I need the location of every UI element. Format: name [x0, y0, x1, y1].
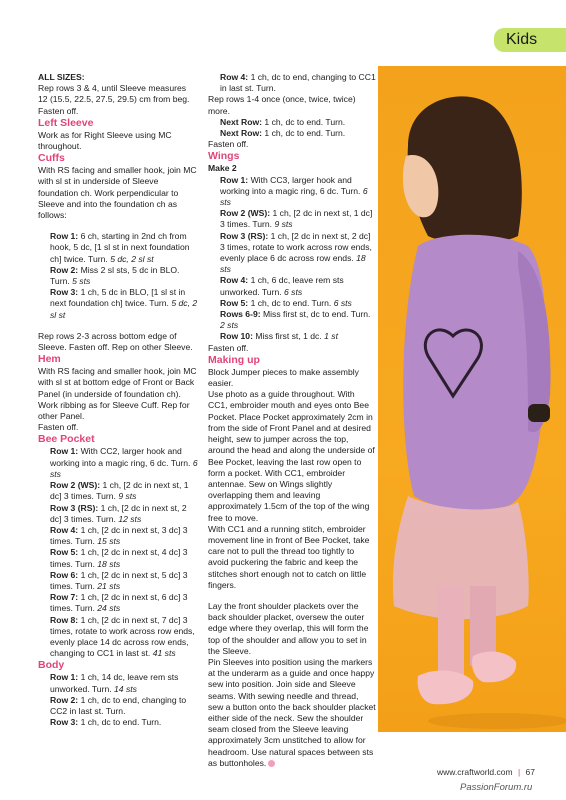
row-text: Rep rows 1-4 once (once, twice, twice) more.: [208, 94, 356, 116]
row-text: Rep rows 3 & 4, until Sleeve measures 12 (15.5, 22.5, 27.5, 29.5) cm from beg.: [38, 83, 190, 105]
end-marker-icon: [268, 760, 275, 767]
row-text: 1 ch, [2 dc in next st, 2 dc] 3 times, rotate to work across row ends, evenly place 6 dc across row ends.: [220, 230, 372, 264]
row-text: Miss first st, dc to end. Turn.: [262, 309, 371, 320]
pattern-row: [38, 717, 198, 728]
row-text: 1 ch, dc to end. Turn.: [264, 116, 346, 127]
row-label: Row 3:: [50, 287, 79, 298]
row-label: Row 1:: [50, 672, 79, 683]
row-label: Row 2 (WS):: [50, 480, 101, 491]
row-label: Row 5:: [50, 547, 79, 558]
row-text: Work as for Right Sleeve using MC throughout.: [38, 129, 172, 152]
pattern-row: [208, 128, 376, 139]
stitch-count: 6 sts: [333, 297, 352, 308]
row-label: Row 5:: [220, 297, 249, 308]
row-text: 1 ch, dc to end. Turn.: [80, 717, 162, 728]
paragraph: [38, 130, 198, 152]
stitch-count: 6 sts: [50, 457, 198, 479]
section-heading: Hem: [38, 353, 61, 366]
section-tab: [494, 28, 566, 52]
row-text: Use photo as a guide throughout. With CC1, embroider mouth and eyes onto Bee Pocket. Place Pocket approximately 2cm in from the side of Front Panel and at desired height, sew to jumper across the top, around the head and along the underside of Bee Pocket, leaving the last row open to form a pocket. With CC1, embroider antennae. Sew on Wings slightly overlapping them and leaving approximately 1.5cm of the top of the wing free to move.: [208, 389, 375, 523]
stitch-count: 2 sts: [220, 320, 239, 331]
stitch-count: 18 sts: [97, 558, 121, 569]
paragraph: [208, 343, 376, 354]
paragraph: [38, 366, 198, 422]
paragraph: [38, 422, 198, 433]
row-text: 6 ch, starting in 2nd ch from hook, 5 dc, [1 sl st in next foundation ch] twice. Turn.: [50, 231, 190, 264]
pattern-row: [38, 570, 198, 592]
stitch-count: 14 sts: [114, 683, 137, 694]
row-text: Miss first st, 1 dc.: [255, 331, 322, 342]
stitch-count: 18 sts: [220, 253, 366, 275]
pattern-row: [38, 695, 198, 717]
row-text: Rep rows 2-3 across bottom edge of Sleeve. Fasten off. Rep on other Sleeve.: [38, 330, 193, 353]
row-text: 1 ch, 6 dc, leave rem sts unworked. Turn.: [220, 275, 344, 297]
row-label: Make 2: [208, 163, 237, 174]
row-label: Row 2 (WS):: [220, 208, 271, 219]
photo-girl-in-bee-jumper: [378, 66, 566, 732]
stitch-count: 12 sts: [118, 513, 142, 524]
row-label: Row 2:: [50, 264, 79, 275]
row-text: 1 ch, [2 dc in next st, 5 dc] 3 times. Turn.: [50, 569, 188, 591]
row-text: 1 ch, [2 dc in next st, 1 dc] 3 times. Turn.: [50, 480, 189, 502]
stitch-count: 24 sts: [97, 603, 121, 614]
pattern-row: [208, 231, 376, 276]
stitch-count: 5 dc, 2 sl st: [50, 298, 198, 320]
photo-illustration: [378, 66, 566, 732]
paragraph: [38, 72, 198, 83]
pattern-row: [38, 231, 198, 265]
paragraph: [208, 389, 376, 523]
pattern-row: [38, 672, 198, 694]
row-text: 1 ch, dc to end. Turn.: [250, 297, 332, 308]
row-text: 1 ch, 14 dc, leave rem sts unworked. Turn.: [50, 672, 179, 694]
row-label: Row 6:: [50, 569, 79, 580]
row-text: 1 ch, [2 dc in next st, 2 dc] 3 times. Turn.: [50, 502, 187, 524]
section-heading: Body: [38, 659, 65, 672]
section-heading: Cuffs: [38, 152, 65, 165]
paragraph: [208, 139, 376, 150]
row-text: Fasten off.: [38, 422, 79, 433]
paragraph: [208, 657, 376, 769]
row-text: Lay the front shoulder plackets over the back shoulder placket, oversew the outer edge where they overlap, this will form the top of the shoulder and allow you to set in the Sleeve.: [208, 600, 369, 656]
pattern-row: [208, 208, 376, 230]
row-label: Row 2:: [50, 694, 79, 705]
section-heading: Bee Pocket: [38, 433, 95, 446]
paragraph: [38, 83, 198, 105]
row-label: Next Row:: [220, 128, 263, 139]
stitch-count: 21 sts: [97, 580, 121, 591]
row-label: Row 1:: [50, 446, 79, 457]
page-footer: [437, 767, 535, 777]
row-label: Next Row:: [220, 116, 263, 127]
stitch-count: 15 sts: [97, 536, 121, 547]
pattern-row: [38, 265, 198, 287]
pattern-row: [38, 615, 198, 660]
row-label: Row 10:: [220, 331, 253, 342]
row-label: Row 4:: [50, 524, 79, 535]
pattern-row: [38, 547, 198, 569]
paragraph: [208, 524, 376, 591]
row-label: Row 1:: [50, 231, 79, 242]
section-heading: Making up: [208, 353, 260, 366]
stitch-count: 41 sts: [152, 648, 176, 659]
row-text: 1 ch, [2 dc in next st, 6 dc] 3 times. Turn.: [50, 592, 188, 614]
footer-separator: |: [517, 767, 521, 777]
row-text: Fasten off.: [208, 342, 249, 353]
row-label: Rows 6-9:: [220, 309, 261, 320]
stitch-count: 6 sts: [220, 185, 368, 208]
watermark: PassionForum.ru: [460, 782, 533, 793]
row-text: With CC2, larger hook and working into a magic ring, 6 dc. Turn.: [50, 446, 191, 468]
row-label: Row 8:: [50, 614, 79, 625]
row-text: Miss 2 sl sts, 5 dc in BLO. Turn.: [50, 264, 180, 287]
pattern-row: [208, 117, 376, 128]
left-text-column: [38, 72, 198, 728]
paragraph: [208, 367, 376, 389]
section-heading: Left Sleeve: [38, 116, 94, 129]
section-heading: Wings: [208, 150, 240, 163]
spacer: [38, 221, 198, 231]
stitch-count: 6 sts: [284, 286, 303, 297]
stitch-count: 9 sts: [274, 219, 293, 230]
row-text: 1 ch, [2 dc in next st, 1 dc] 3 times. Turn.: [220, 208, 373, 230]
pattern-row: [208, 331, 376, 342]
row-text: 1 ch, [2 dc in next st, 3 dc] 3 times. Turn.: [50, 524, 188, 547]
pattern-row: [38, 525, 198, 547]
row-text: 1 ch, 5 dc in BLO, [1 sl st in next foundation ch] twice. Turn.: [50, 287, 186, 309]
pattern-row: [208, 309, 376, 331]
spacer: [208, 591, 376, 601]
row-label: Row 4:: [220, 275, 249, 286]
paragraph: [208, 163, 376, 174]
row-label: Row 3 (RS):: [220, 230, 269, 241]
row-text: With CC1 and a running stitch, embroider movement line in front of Bee Pocket, take care not to pull the thread too tightly to avoid puckering the fabric and keep the stitches short enough not to catch on little fingers.: [208, 523, 370, 590]
paragraph: [208, 94, 376, 116]
row-text: 1 ch, dc to end, changing to CC2 in last st. Turn.: [50, 694, 187, 716]
spacer: [38, 321, 198, 331]
row-label: Row 3 (RS):: [50, 502, 99, 513]
stitch-count: 9 sts: [118, 491, 137, 502]
row-text: 1 ch, [2 dc in next st, 7 dc] 3 times, rotate to work across row ends, evenly place 14 dc across row ends, changing to CC1 in last st.: [50, 614, 195, 659]
paragraph: [38, 331, 198, 353]
row-text: Fasten off.: [208, 139, 249, 150]
row-text: With CC3, larger hook and working into a magic ring, 6 dc. Turn.: [220, 174, 361, 196]
stitch-count: 5 sts: [72, 276, 91, 287]
row-text: 1 ch, dc to end, changing to CC1 in last st. Turn.: [220, 72, 376, 94]
row-text: With RS facing and smaller hook, join MC with sl st in underside of Sleeve foundation ch. Work perpendicular to Sleeve and into the foundation ch as follows:: [38, 165, 197, 221]
footer-site: www.craftworld.com: [437, 767, 513, 777]
paragraph: [38, 165, 198, 221]
pattern-row: [208, 298, 376, 309]
pattern-row: [208, 275, 376, 297]
pattern-row: [208, 72, 376, 94]
row-label: Row 4:: [220, 72, 249, 82]
right-text-column: [208, 72, 376, 769]
row-label: ALL SIZES:: [38, 72, 85, 82]
row-label: Row 3:: [50, 717, 79, 728]
row-text: Block Jumper pieces to make assembly easier.: [208, 366, 359, 389]
row-text: Pin Sleeves into position using the markers at the underarm as a guide and once happy sew into position. Join side and Sleeve seams. With sewing needle and thread, sew a button onto the back shoulder placket either side of the neck. Sew the shoulder seam closed from the Sleeve leaving approximately 3cm unstitched to allow for headroom. Use natural spaces between sts as buttonholes.: [208, 656, 376, 768]
pattern-row: [38, 480, 198, 502]
section-tab-label: Kids: [506, 31, 538, 48]
stitch-count: 5 dc, 2 sl st: [110, 253, 154, 264]
stitch-count: 1 st: [324, 331, 338, 342]
row-label: Row 1:: [220, 174, 249, 185]
row-text: Fasten off.: [38, 105, 79, 116]
row-text: 1 ch, dc to end. Turn.: [264, 128, 346, 139]
pattern-row: [38, 592, 198, 614]
paragraph: [208, 601, 376, 657]
pattern-row: [38, 287, 198, 321]
pattern-row: [38, 446, 198, 480]
page-number: 67: [525, 767, 536, 777]
row-text: With RS facing and smaller hook, join MC with sl st at bottom edge of Front or Back Panel (in underside of foundation ch). Work ribbing as for Sleeve Cuff. Rep for other Panel.: [38, 366, 197, 422]
pattern-row: [38, 503, 198, 525]
row-text: 1 ch, [2 dc in next st, 4 dc] 3 times. Turn.: [50, 547, 188, 569]
pattern-row: [208, 175, 376, 209]
paragraph: [38, 106, 198, 117]
row-label: Row 7:: [50, 592, 79, 603]
